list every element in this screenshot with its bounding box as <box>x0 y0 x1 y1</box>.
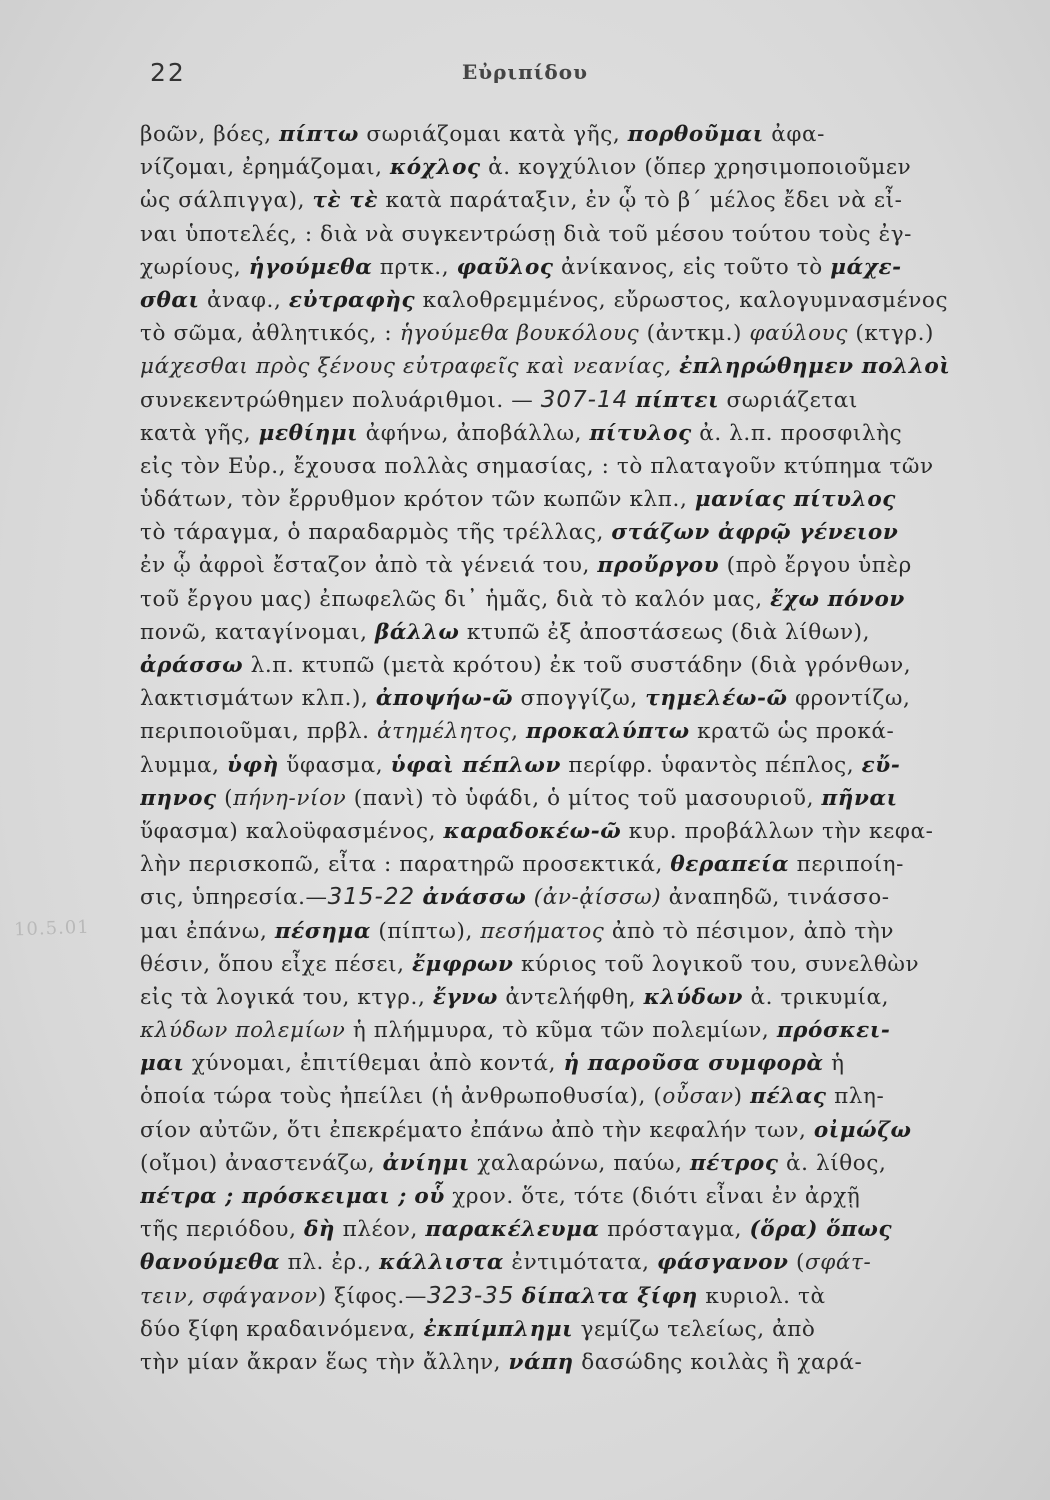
gloss-text <box>415 885 422 910</box>
gloss-text: πλη- <box>826 1084 885 1110</box>
italic-phrase: κλύδων πολεμίων <box>140 1018 346 1044</box>
italic-phrase: σφάτ- <box>805 1250 872 1276</box>
gloss-text: σίον αὐτῶν, ὅτι ἐπεκρέματο ἐπάνω ἀπὸ τὴν κεφαλήν των, <box>140 1117 814 1143</box>
gloss-text: πλέον, <box>335 1217 426 1243</box>
lemma: πῆναι <box>821 785 898 811</box>
text-line <box>140 1147 1020 1180</box>
lemma: εὐτραφὴς <box>288 287 416 313</box>
gloss-text: (ἀντκμ.) <box>639 321 750 347</box>
italic-phrase: τειν, σφάγανον <box>140 1283 318 1309</box>
text-line <box>140 1014 1020 1047</box>
lemma: πορθοῦμαι <box>627 122 764 147</box>
lemma: βάλλω <box>375 619 460 645</box>
gloss-text: ἀ. κογχύλιον (ὅπερ χρησιμοποιοῦμεν <box>480 155 912 181</box>
text-line <box>140 1280 1020 1313</box>
gloss-text: καλοθρεμμένος, εὔρωστος, καλογυμνασμένος <box>415 287 949 313</box>
gloss-text: λυμμα, <box>140 752 228 778</box>
italic-phrase: πήνη-νίον <box>233 785 347 811</box>
gloss-text: γεμίζω τελείως, ἀπὸ <box>573 1316 816 1342</box>
lemma: ὑφαὶ πέπλων <box>390 752 561 778</box>
lemma: κόχλος <box>390 155 481 181</box>
gloss-text: ἀναπηδῶ, τινάσσο- <box>661 885 890 911</box>
gloss-text: εἰς τὰ λογικά του, κτγρ., <box>140 984 433 1010</box>
lemma: δὴ <box>303 1217 336 1243</box>
text-line <box>140 1313 1020 1346</box>
gloss-text: κύριος τοῦ λογικοῦ του, συνελθὼν <box>513 951 920 977</box>
text-line <box>140 417 1020 450</box>
gloss-text: ἀπὸ τὸ πέσιμον, ἀπὸ τὴν <box>604 918 895 944</box>
italic-phrase: μάχεσθαι πρὸς ξένους εὐτραφεῖς καὶ νεανίας, <box>140 354 680 380</box>
lemma: πέσημα <box>274 918 371 944</box>
gloss-text: ἀ. τρικυμία, <box>743 984 890 1010</box>
text-line <box>140 549 1020 582</box>
gloss-text: ἐν ᾧ ἀφροὶ ἔσταζον ἀπὸ τὰ γένειά του, <box>140 553 598 579</box>
gloss-text: χαλαρώνω, παύω, <box>469 1150 690 1176</box>
gloss-text: περίφρ. ὑφαντὸς πέπλος, <box>560 752 862 778</box>
gloss-text: χρον. ὅτε, τότε (διότι εἶναι ἐν ἀρχῇ <box>444 1184 861 1209</box>
gloss-text: πρτκ., <box>372 254 457 280</box>
gloss-text: περιποίη- <box>789 852 904 878</box>
gloss-text: ἀνίκανος, εἰς τοῦτο τὸ <box>553 254 831 280</box>
gloss-text: ὡς σάλπιγγα), <box>140 188 313 214</box>
gloss-text: ἀφήνω, ἀποβάλλω, <box>358 420 590 446</box>
lemma: προκαλύπτω <box>526 719 690 745</box>
gloss-text: ) ξίφος.— <box>317 1283 427 1309</box>
gloss-text: ὕφασμα, <box>278 752 391 778</box>
gloss-text: (πανὶ) τὸ ὑφάδι, ὁ μίτος τοῦ μασουριοῦ, <box>346 785 822 811</box>
gloss-text: κτυπῶ ἐξ ἀποστάσεως (διὰ λίθων), <box>459 619 871 645</box>
lemma: πίπτει <box>635 387 720 413</box>
text-line <box>140 284 1020 317</box>
lemma: θεραπεία <box>670 852 790 878</box>
gloss-text: ἡ <box>823 1051 845 1077</box>
lemma: ἔχω πόνον <box>770 586 905 612</box>
lemma: ἀνίημι <box>382 1150 470 1176</box>
gloss-text: τὸ σῶμα, ἀθλητικός, : <box>140 321 400 347</box>
gloss-text: ) <box>733 1084 751 1110</box>
gloss-text: λακτισμάτων κλπ.), <box>140 686 376 712</box>
lemma: ἐκπίμπλημι <box>423 1316 574 1342</box>
gloss-text: , <box>511 719 527 745</box>
gloss-text: συνεκεντρώθημεν πολυάριθμοι. — <box>140 387 541 413</box>
text-line <box>140 1246 1020 1279</box>
text-line <box>140 118 1020 151</box>
text-line <box>140 151 1020 184</box>
gloss-text: σωριάζομαι κατὰ γῆς, <box>358 122 628 147</box>
gloss-text: μαι ἐπάνω, <box>140 918 275 944</box>
gloss-text: ἀφα- <box>763 122 825 147</box>
running-head: Εὐριπίδου <box>462 60 588 84</box>
italic-phrase: ἡγούμεθα βουκόλους <box>399 321 640 347</box>
lemma: σθαι <box>140 287 200 313</box>
gloss-text: τὸ τάραγμα, ὁ παραδαρμὸς τῆς τρέλλας, <box>140 520 612 546</box>
lemma: στάζων ἀφρῷ γένειον <box>611 520 899 546</box>
gloss-text: ( <box>216 785 234 811</box>
italic-phrase: πεσήματος <box>480 918 605 944</box>
text-line <box>140 649 1020 682</box>
lemma: ἀποψήω-ῶ <box>375 686 514 712</box>
text-line <box>140 981 1020 1014</box>
text-line <box>140 1346 1020 1379</box>
gloss-text: δύο ξίφη κραδαινόμενα, <box>140 1316 424 1342</box>
verse-reference: 307-14 <box>540 386 629 413</box>
gloss-text: σπογγίζω, <box>513 686 646 712</box>
lemma: νάπη <box>508 1349 574 1375</box>
text-line <box>140 749 1020 782</box>
gloss-text: ἐντιμότατα, <box>504 1250 657 1276</box>
italic-phrase: ἀτημέλητος <box>376 719 512 745</box>
gloss-text: ἀ. λ.π. προσφιλὴς <box>691 420 903 446</box>
gloss-text: ὕφασμα) καλοϋφασμένος, <box>140 818 444 844</box>
gloss-text: ὑδάτων, τὸν ἔρρυθμον κρότον τῶν κωπῶν κλπ., <box>140 487 695 513</box>
verse-reference: 315-22 <box>327 884 416 911</box>
lemma: κάλλιστα <box>379 1250 504 1276</box>
text-line <box>140 450 1020 483</box>
gloss-text: κατὰ γῆς, <box>140 420 259 446</box>
text-line <box>140 317 1020 350</box>
lemma: μάχε- <box>830 254 902 280</box>
text-line <box>140 350 1020 383</box>
margin-pencil-note: 10.5.01 <box>13 916 91 941</box>
gloss-text: εἰς τὸν Εὐρ., ἔχουσα πολλὰς σημασίας, : τὸ πλαταγοῦν κτύπημα τῶν <box>140 453 934 479</box>
lemma: φαῦλος <box>456 254 554 280</box>
text-line <box>140 815 1020 848</box>
text-line <box>140 1080 1020 1113</box>
gloss-text: (πίπτω), <box>371 918 481 944</box>
text-line <box>140 616 1020 649</box>
text-line <box>140 715 1020 748</box>
text-line <box>140 483 1020 516</box>
text-line <box>140 583 1020 616</box>
lemma: φάσγανον <box>656 1250 789 1276</box>
gloss-text: πρόσταγμα, <box>599 1217 750 1243</box>
lemma: πηνος <box>140 785 217 811</box>
lemma: ἐπληρώθημεν πολλοὶ <box>679 354 951 380</box>
lemma: οἰμώζω <box>813 1117 912 1143</box>
text-line <box>140 1114 1020 1147</box>
lemma: ὑφὴ <box>227 752 279 778</box>
text-line <box>140 1047 1020 1080</box>
gloss-text: θέσιν, ὅπου εἶχε πέσει, <box>140 951 413 977</box>
gloss-text: πονῶ, καταγίνομαι, <box>140 619 375 645</box>
lemma: ἀνάσσω <box>422 885 527 911</box>
text-line <box>140 251 1020 284</box>
lemma: τὲ τὲ <box>312 188 379 214</box>
lemma: πίπτω <box>279 122 359 147</box>
lemma: μεθίημι <box>258 420 359 446</box>
gloss-text: (κτγρ.) <box>847 321 935 347</box>
gloss-text: ( <box>788 1250 805 1276</box>
gloss-text: λὴν περισκοπῶ, εἶτα : παρατηρῶ προσεκτικά, <box>140 852 671 878</box>
lemma: ἔμφρων <box>412 951 514 977</box>
lemma: ἡ παροῦσα συμφορὰ <box>563 1051 824 1077</box>
text-line <box>140 1180 1020 1213</box>
gloss-text: περιποιοῦμαι, πρβλ. <box>140 719 377 745</box>
gloss-text: ναι ὑποτελές, : διὰ νὰ συγκεντρώσῃ διὰ τοῦ μέσου τούτου τοὺς ἐγ- <box>140 221 913 247</box>
gloss-text <box>526 885 533 910</box>
gloss-text: (πρὸ ἔργου ὑπὲρ <box>719 553 912 579</box>
lemma: πίτυλος <box>589 420 692 446</box>
lemma: κλύδων <box>643 984 744 1010</box>
gloss-text: βοῶν, βόες, <box>140 122 280 147</box>
lemma: (ὅρα) ὅπως <box>749 1217 893 1243</box>
gloss-text: πλ. ἐρ., <box>280 1250 380 1276</box>
text-line <box>140 516 1020 549</box>
gloss-text: τοῦ ἔργου μας) ἐπωφελῶς δι᾽ ἡμᾶς, διὰ τὸ καλόν μας, <box>140 586 771 612</box>
gloss-text: χύνομαι, ἐπιτίθεμαι ἀπὸ κοντά, <box>184 1051 564 1077</box>
lemma: ἀράσσω <box>140 653 244 678</box>
gloss-text: κυριολ. τὰ <box>697 1283 826 1309</box>
text-line <box>140 848 1020 881</box>
gloss-text: ὁποία τώρα τοὺς ἠπείλει (ἡ ἀνθρωποθυσία), ( <box>140 1084 663 1110</box>
italic-phrase: οὖσαν <box>662 1084 734 1110</box>
lemma: προὔργου <box>597 553 720 579</box>
gloss-text: ἀναφ., <box>199 287 289 313</box>
gloss-text: κυρ. προβάλλων τὴν κεφα- <box>621 818 934 844</box>
text-line <box>140 915 1020 948</box>
italic-phrase: φαύλους <box>749 321 848 347</box>
lemma: μανίας πίτυλος <box>694 487 896 513</box>
lemma: θανούμεθα <box>140 1250 281 1276</box>
gloss-text: νίζομαι, ἐρημάζομαι, <box>140 155 391 181</box>
text-line <box>140 782 1020 815</box>
text-line <box>140 218 1020 251</box>
lemma: πρόσκει- <box>776 1018 891 1044</box>
lemma: πέλας <box>750 1084 827 1110</box>
italic-phrase: (ἀν-ᾀίσσω) <box>533 885 662 911</box>
text-line <box>140 1213 1020 1246</box>
text-line <box>140 184 1020 217</box>
lemma: εὔ- <box>861 752 901 778</box>
page-header <box>0 58 1050 98</box>
lemma: ἡγούμεθα <box>248 254 373 280</box>
gloss-text <box>628 388 635 413</box>
text-line <box>140 682 1020 715</box>
lemma: καραδοκέω-ῶ <box>443 818 622 844</box>
lemma: μαι <box>140 1051 185 1077</box>
verse-reference: 323-35 <box>426 1282 515 1309</box>
text-line <box>140 881 1020 914</box>
lemma: οὗ <box>414 1184 445 1209</box>
gloss-text: φροντίζω, <box>787 686 911 712</box>
lemma: ἔγνω <box>432 984 498 1010</box>
text-line <box>140 948 1020 981</box>
gloss-text: λ.π. κτυπῶ (μετὰ κρότου) ἐκ τοῦ συστάδην (διὰ γρόνθων, <box>243 653 912 678</box>
lemma: πέτρος <box>689 1150 779 1176</box>
page-number: 22 <box>150 58 186 87</box>
lemma: πέτρα ; πρόσκειμαι ; <box>140 1184 407 1209</box>
gloss-text: ἀντελήφθη, <box>497 984 644 1010</box>
gloss-text: ἡ πλήμμυρα, τὸ κῦμα τῶν πολεμίων, <box>345 1018 777 1044</box>
lemma: παρακέλευμα <box>425 1217 600 1243</box>
gloss-text: κρατῶ ὡς προκά- <box>689 719 895 745</box>
text-line <box>140 384 1020 417</box>
gloss-text: τῆς περιόδου, <box>140 1217 304 1243</box>
gloss-text: (οἴμοι) ἀναστενάζω, <box>140 1150 383 1176</box>
gloss-text: σωριάζεται <box>719 387 858 413</box>
gloss-text <box>514 1284 521 1309</box>
gloss-text: δασώδης κοιλὰς ἢ χαρά- <box>573 1349 863 1375</box>
gloss-text: σις, ὑπηρεσία.— <box>140 885 328 911</box>
gloss-text: τὴν μίαν ἄκραν ἕως τὴν ἄλλην, <box>140 1349 509 1375</box>
gloss-text: ἀ. λίθος, <box>778 1150 887 1176</box>
lemma: δίπαλτα ξίφη <box>521 1283 698 1309</box>
gloss-text: χωρίους, <box>140 254 249 280</box>
commentary-text <box>140 118 1020 1379</box>
lemma: τημελέω-ῶ <box>645 686 788 712</box>
gloss-text: κατὰ παράταξιν, ἐν ᾧ τὸ β΄ μέλος ἔδει νὰ εἶ- <box>378 188 903 214</box>
